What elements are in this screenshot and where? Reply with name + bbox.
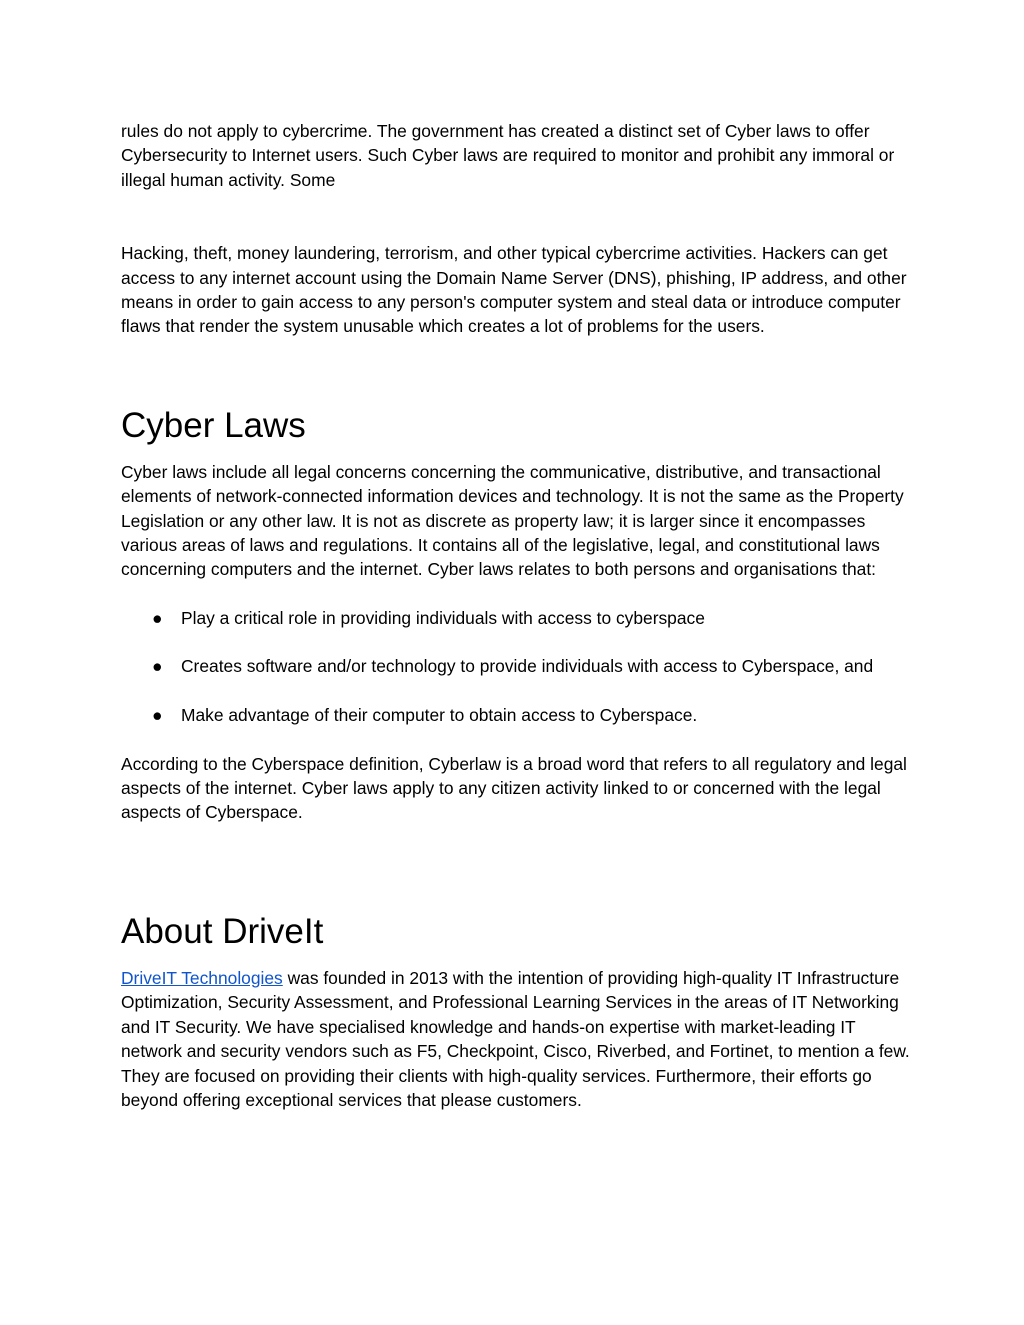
cyber-laws-heading: Cyber Laws xyxy=(121,405,306,445)
list-item-text: Play a critical role in providing individuals with access to cyberspace xyxy=(181,607,705,628)
about-driveit-heading: About DriveIt xyxy=(121,911,324,951)
bullet-icon: ● xyxy=(152,656,163,677)
list-item-text: Make advantage of their computer to obtain access to Cyberspace. xyxy=(181,705,698,726)
cyber-laws-paragraph: Cyber laws include all legal concerns concerning the communicative, distributive, and transactional elements of network-connected information devices and technology. It is not the same as the Property Legislation or any other law. It is not as discrete as property law; it is larger since it encompasses various areas of laws and regulations. It contains all of the legislative, legal, and constitutional laws concerning computers and the internet. Cyber laws relates to both persons and organisations that: xyxy=(121,461,904,580)
driveit-technologies-link[interactable]: DriveIT Technologies xyxy=(121,967,283,988)
list-item xyxy=(121,654,911,678)
document-page xyxy=(121,119,911,1112)
bullet-icon: ● xyxy=(152,705,163,726)
intro-paragraph: rules do not apply to cybercrime. The government has created a distinct set of Cyber laws to offer Cybersecurity to Internet users. Such Cyber laws are required to monitor and prohibit any immoral or illegal human activity. Some xyxy=(121,121,895,190)
bullet-icon: ● xyxy=(152,607,163,628)
about-paragraph-text: was founded in 2013 with the intention of providing high-quality IT Infrastructure Optimization, Security Assessment, and Professional Learning Services in the areas of IT Networking and IT Security. We have specialised knowledge and hands-on expertise with market-leading IT network and security vendors such as F5, Checkpoint, Cisco, Riverbed, and Fortinet, to mention a few. They are focused on providing their clients with high-quality services. Furthermore, their efforts go beyond offering exceptional services that please customers. xyxy=(121,967,910,1110)
hacking-paragraph: Hacking, theft, money laundering, terrorism, and other typical cybercrime activities. Hackers can get access to any internet account using the Domain Name Server (DNS), phishing, IP address, and other means in order to gain access to any person's computer system and steal data or introduce computer flaws that render the system unusable which creates a lot of problems for the users. xyxy=(121,243,907,337)
list-item xyxy=(121,703,911,727)
cyberspace-definition-paragraph: According to the Cyberspace definition, Cyberlaw is a broad word that refers to all regulatory and legal aspects of the internet. Cyber laws apply to any citizen activity linked to or concerned with the legal aspects of Cyberspace. xyxy=(121,753,907,823)
about-driveit-paragraph xyxy=(121,966,911,1112)
list-item-text: Creates software and/or technology to provide individuals with access to Cyberspace, and xyxy=(181,656,874,677)
list-item xyxy=(121,606,911,630)
cyber-laws-bullet-list xyxy=(121,606,911,728)
